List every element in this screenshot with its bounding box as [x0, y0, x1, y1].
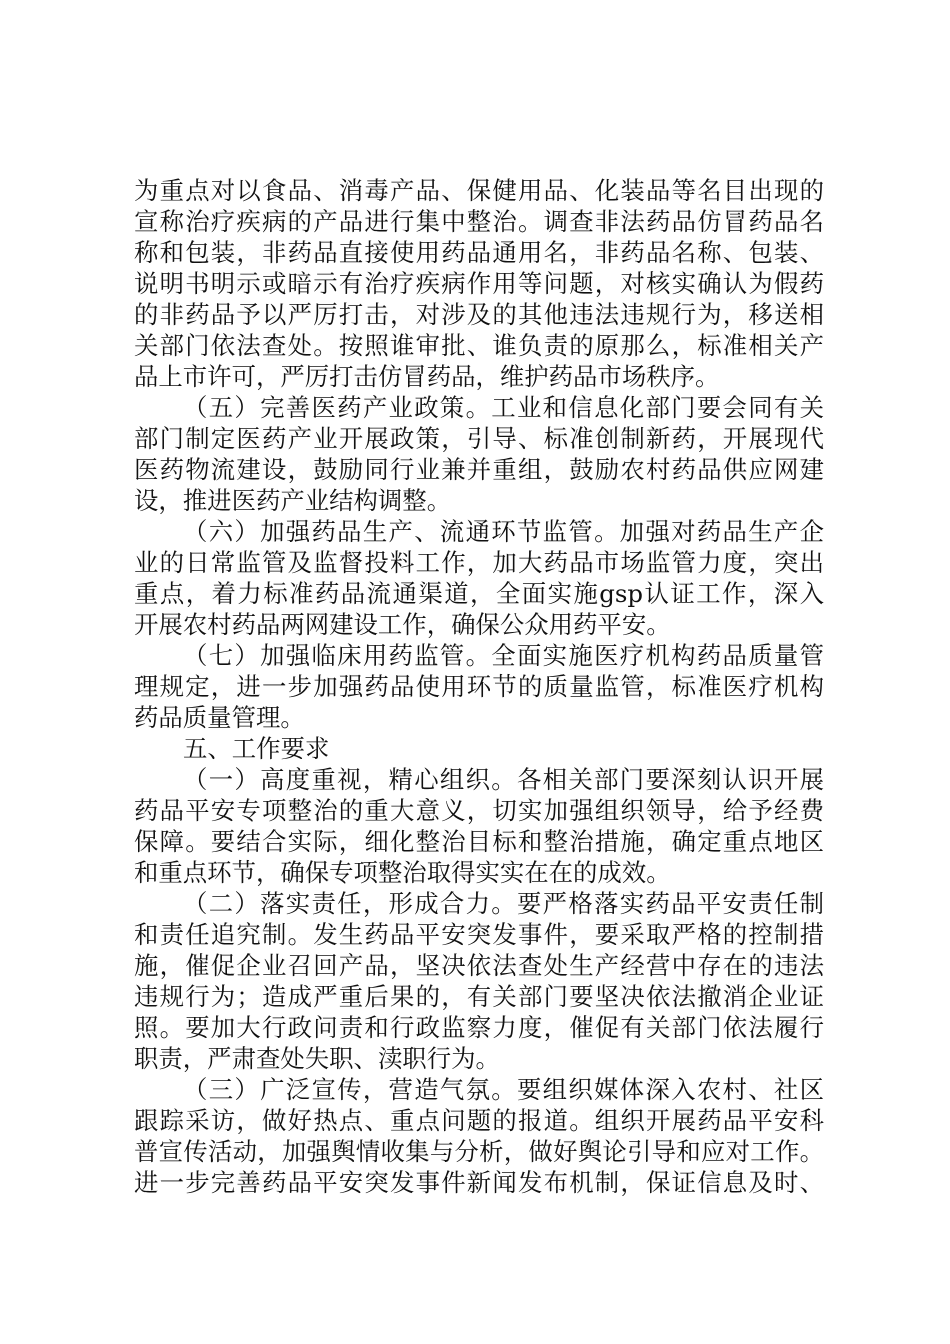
section-heading-6: （六）加强药品生产、流通环节监管。加强对药品生产企: [183, 517, 824, 546]
text-line: 设，推进医药产业结构调整。: [134, 486, 452, 515]
text-line: 宣称治疗疾病的产品进行集中整治。调查非法药品仿冒药品名: [134, 207, 824, 236]
text-line: 开展农村药品两网建设工作，确保公众用药平安。: [134, 610, 671, 639]
section-heading-5: （五）完善医药产业政策。工业和信息化部门要会同有关: [183, 393, 824, 422]
text-line: 说明书明示或暗示有治疗疾病作用等问题，对核实确认为假药: [134, 269, 824, 298]
text-line: 跟踪采访，做好热点、重点问题的报道。组织开展药品平安科: [134, 1106, 824, 1135]
text-line: 和重点环节，确保专项整治取得实实在在的成效。: [134, 858, 671, 887]
text-line: 重点，着力标准药品流通渠道，全面实施gsp认证工作，深入: [134, 579, 824, 608]
text-line: 品上市许可，严厉打击仿冒药品，维护药品市场秩序。: [134, 362, 720, 391]
text-line: 为重点对以食品、消毒产品、保健用品、化装品等名目出现的: [134, 176, 824, 205]
text-line: 进一步完善药品平安突发事件新闻发布机制，保证信息及时、: [134, 1168, 824, 1197]
text-line: 违规行为；造成严重后果的，有关部门要坚决依法撤消企业证: [134, 982, 824, 1011]
document-body: [134, 175, 824, 1198]
text-line: 药品质量管理。: [134, 703, 305, 732]
text-line: 药品平安专项整治的重大意义，切实加强组织领导，给予经费: [134, 796, 824, 825]
text-line: 职责，严肃查处失职、渎职行为。: [134, 1044, 500, 1073]
text-line: 部门制定医药产业开展政策，引导、标准创制新药，开展现代: [134, 424, 824, 453]
text-line: 医药物流建设，鼓励同行业兼并重组，鼓励农村药品供应网建: [134, 455, 824, 484]
text-line: 普宣传活动，加强舆情收集与分析，做好舆论引导和应对工作。: [134, 1137, 824, 1166]
text-line: 和责任追究制。发生药品平安突发事件，要采取严格的控制措: [134, 920, 824, 949]
text-line: 施，催促企业召回产品，坚决依法查处生产经营中存在的违法: [134, 951, 824, 980]
chapter-heading: 五、工作要求: [183, 734, 330, 763]
text-line: 保障。要结合实际，细化整治目标和整治措施，确定重点地区: [134, 827, 824, 856]
text-line: 照。要加大行政问责和行政监察力度，催促有关部门依法履行: [134, 1013, 824, 1042]
text-line: 关部门依法查处。按照谁审批、谁负责的原那么，标准相关产: [134, 331, 824, 360]
requirement-1-heading: （一）高度重视，精心组织。各相关部门要深刻认识开展: [183, 765, 824, 794]
text-line: 理规定，进一步加强药品使用环节的质量监管，标准医疗机构: [134, 672, 824, 701]
section-heading-7: （七）加强临床用药监管。全面实施医疗机构药品质量管: [183, 641, 824, 670]
requirement-2-heading: （二）落实责任，形成合力。要严格落实药品平安责任制: [183, 889, 824, 918]
requirement-3-heading: （三）广泛宣传，营造气氛。要组织媒体深入农村、社区: [183, 1075, 824, 1104]
text-line: 业的日常监管及监督投料工作，加大药品市场监管力度，突出: [134, 548, 824, 577]
text-line: 称和包装，非药品直接使用药品通用名，非药品名称、包装、: [134, 238, 824, 267]
text-line: 的非药品予以严厉打击，对涉及的其他违法违规行为，移送相: [134, 300, 824, 329]
